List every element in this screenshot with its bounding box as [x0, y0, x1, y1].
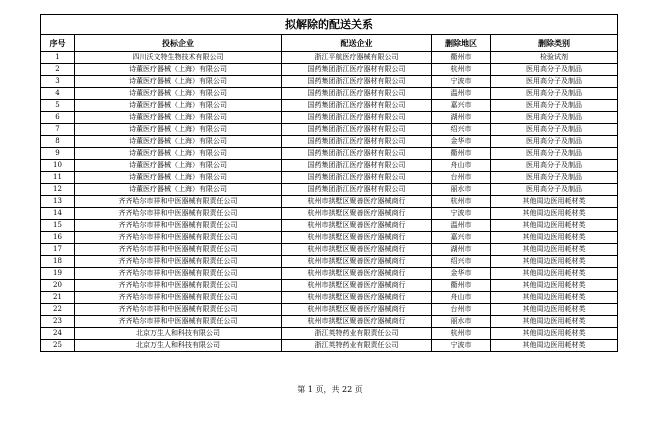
cell-bidder: 齐齐哈尔市祥和中医器械有限责任公司 [75, 292, 282, 304]
table-row [41, 100, 618, 112]
cell-region: 温州市 [432, 220, 491, 232]
cell-bidder: 诗董医疗器械（上海）有限公司 [75, 64, 282, 76]
cell-index: 20 [41, 280, 75, 292]
table-row [41, 340, 618, 352]
header-row [41, 35, 618, 52]
cell-bidder: 齐齐哈尔市祥和中医器械有限责任公司 [75, 232, 282, 244]
cell-category: 医用高分子及制品 [491, 112, 618, 124]
table-row [41, 304, 618, 316]
cell-index: 11 [41, 172, 75, 184]
cell-category: 其他周边医用耗材类 [491, 244, 618, 256]
cell-bidder: 诗董医疗器械（上海）有限公司 [75, 160, 282, 172]
cell-distributor: 国药集团浙江医疗器材有限公司 [282, 148, 432, 160]
cell-index: 21 [41, 292, 75, 304]
delivery-table [40, 14, 618, 352]
cell-bidder: 诗董医疗器械（上海）有限公司 [75, 100, 282, 112]
table-row [41, 88, 618, 100]
cell-region: 台州市 [432, 172, 491, 184]
table-row [41, 268, 618, 280]
table-row [41, 172, 618, 184]
cell-region: 衢州市 [432, 148, 491, 160]
cell-category: 医用高分子及制品 [491, 100, 618, 112]
cell-bidder: 齐齐哈尔市祥和中医器械有限责任公司 [75, 304, 282, 316]
cell-bidder: 诗董医疗器械（上海）有限公司 [75, 88, 282, 100]
cell-region: 金华市 [432, 268, 491, 280]
table-row [41, 112, 618, 124]
table-row [41, 52, 618, 64]
cell-category: 医用高分子及制品 [491, 184, 618, 196]
cell-region: 湖州市 [432, 112, 491, 124]
cell-category: 其他周边医用耗材类 [491, 268, 618, 280]
col-header-bidder: 投标企业 [75, 35, 282, 52]
cell-index: 2 [41, 64, 75, 76]
cell-category: 检验试剂 [491, 52, 618, 64]
cell-index: 5 [41, 100, 75, 112]
cell-index: 3 [41, 76, 75, 88]
cell-index: 4 [41, 88, 75, 100]
cell-bidder: 诗董医疗器械（上海）有限公司 [75, 172, 282, 184]
table-row [41, 316, 618, 328]
cell-region: 嘉兴市 [432, 100, 491, 112]
cell-category: 医用高分子及制品 [491, 136, 618, 148]
cell-bidder: 齐齐哈尔市祥和中医器械有限责任公司 [75, 280, 282, 292]
table-row [41, 244, 618, 256]
cell-region: 温州市 [432, 88, 491, 100]
cell-index: 25 [41, 340, 75, 352]
col-header-index: 序号 [41, 35, 75, 52]
cell-distributor: 国药集团浙江医疗器材有限公司 [282, 64, 432, 76]
table-row [41, 124, 618, 136]
cell-region: 绍兴市 [432, 124, 491, 136]
cell-region: 丽水市 [432, 316, 491, 328]
cell-index: 18 [41, 256, 75, 268]
cell-region: 舟山市 [432, 292, 491, 304]
cell-distributor: 国药集团浙江医疗器材有限公司 [282, 124, 432, 136]
cell-region: 杭州市 [432, 196, 491, 208]
cell-bidder: 齐齐哈尔市祥和中医器械有限责任公司 [75, 256, 282, 268]
cell-category: 其他周边医用耗材类 [491, 208, 618, 220]
cell-category: 其他周边医用耗材类 [491, 316, 618, 328]
table-row [41, 160, 618, 172]
cell-distributor: 杭州市拱墅区聚善医疗器械商行 [282, 208, 432, 220]
cell-bidder: 四川沃文特生物技术有限公司 [75, 52, 282, 64]
cell-distributor: 国药集团浙江医疗器材有限公司 [282, 136, 432, 148]
cell-region: 湖州市 [432, 244, 491, 256]
cell-distributor: 杭州市拱墅区聚善医疗器械商行 [282, 220, 432, 232]
cell-category: 医用高分子及制品 [491, 64, 618, 76]
table-row [41, 280, 618, 292]
table-row [41, 136, 618, 148]
cell-distributor: 国药集团浙江医疗器材有限公司 [282, 172, 432, 184]
cell-region: 宁波市 [432, 76, 491, 88]
cell-region: 宁波市 [432, 340, 491, 352]
cell-index: 9 [41, 148, 75, 160]
cell-region: 杭州市 [432, 328, 491, 340]
cell-index: 24 [41, 328, 75, 340]
table-row [41, 184, 618, 196]
cell-category: 医用高分子及制品 [491, 160, 618, 172]
table-row [41, 232, 618, 244]
cell-category: 其他周边医用耗材类 [491, 196, 618, 208]
cell-bidder: 齐齐哈尔市祥和中医器械有限责任公司 [75, 220, 282, 232]
cell-index: 13 [41, 196, 75, 208]
cell-bidder: 齐齐哈尔市祥和中医器械有限责任公司 [75, 244, 282, 256]
cell-category: 其他周边医用耗材类 [491, 328, 618, 340]
cell-index: 15 [41, 220, 75, 232]
cell-index: 7 [41, 124, 75, 136]
cell-region: 杭州市 [432, 64, 491, 76]
cell-bidder: 北京万生人和科技有限公司 [75, 328, 282, 340]
cell-index: 1 [41, 52, 75, 64]
cell-category: 医用高分子及制品 [491, 76, 618, 88]
cell-region: 宁波市 [432, 208, 491, 220]
cell-bidder: 北京万生人和科技有限公司 [75, 340, 282, 352]
cell-category: 其他周边医用耗材类 [491, 220, 618, 232]
table-row [41, 196, 618, 208]
cell-distributor: 杭州市拱墅区聚善医疗器械商行 [282, 304, 432, 316]
cell-bidder: 齐齐哈尔市祥和中医器械有限责任公司 [75, 268, 282, 280]
cell-category: 其他周边医用耗材类 [491, 304, 618, 316]
cell-distributor: 国药集团浙江医疗器材有限公司 [282, 76, 432, 88]
cell-category: 其他周边医用耗材类 [491, 280, 618, 292]
table-row [41, 256, 618, 268]
cell-region: 金华市 [432, 136, 491, 148]
col-header-distributor: 配送企业 [282, 35, 432, 52]
cell-index: 6 [41, 112, 75, 124]
cell-distributor: 杭州市拱墅区聚善医疗器械商行 [282, 316, 432, 328]
cell-distributor: 国药集团浙江医疗器材有限公司 [282, 112, 432, 124]
cell-bidder: 诗董医疗器械（上海）有限公司 [75, 76, 282, 88]
page-footer: 第 1 页，共 22 页 [297, 385, 363, 394]
cell-distributor: 浙江英特药业有限责任公司 [282, 340, 432, 352]
cell-distributor: 杭州市拱墅区聚善医疗器械商行 [282, 244, 432, 256]
cell-index: 16 [41, 232, 75, 244]
cell-bidder: 诗董医疗器械（上海）有限公司 [75, 136, 282, 148]
cell-region: 衢州市 [432, 52, 491, 64]
cell-index: 23 [41, 316, 75, 328]
cell-category: 其他周边医用耗材类 [491, 340, 618, 352]
cell-distributor: 杭州市拱墅区聚善医疗器械商行 [282, 256, 432, 268]
cell-bidder: 诗董医疗器械（上海）有限公司 [75, 148, 282, 160]
cell-region: 衢州市 [432, 280, 491, 292]
cell-distributor: 杭州市拱墅区聚善医疗器械商行 [282, 292, 432, 304]
cell-index: 19 [41, 268, 75, 280]
cell-category: 医用高分子及制品 [491, 88, 618, 100]
cell-distributor: 杭州市拱墅区聚善医疗器械商行 [282, 280, 432, 292]
table-title: 拟解除的配送关系 [41, 15, 618, 35]
cell-index: 8 [41, 136, 75, 148]
cell-index: 12 [41, 184, 75, 196]
cell-region: 丽水市 [432, 184, 491, 196]
col-header-category: 删除类别 [491, 35, 618, 52]
cell-region: 舟山市 [432, 160, 491, 172]
table-row [41, 328, 618, 340]
cell-index: 14 [41, 208, 75, 220]
cell-index: 10 [41, 160, 75, 172]
cell-index: 22 [41, 304, 75, 316]
cell-bidder: 齐齐哈尔市祥和中医器械有限责任公司 [75, 196, 282, 208]
table-row [41, 76, 618, 88]
cell-bidder: 诗董医疗器械（上海）有限公司 [75, 124, 282, 136]
table-row [41, 148, 618, 160]
cell-category: 其他周边医用耗材类 [491, 256, 618, 268]
cell-category: 其他周边医用耗材类 [491, 232, 618, 244]
cell-distributor: 浙江英特药业有限责任公司 [282, 328, 432, 340]
cell-category: 医用高分子及制品 [491, 148, 618, 160]
cell-category: 其他周边医用耗材类 [491, 292, 618, 304]
cell-distributor: 国药集团浙江医疗器材有限公司 [282, 88, 432, 100]
table-row [41, 208, 618, 220]
cell-bidder: 诗董医疗器械（上海）有限公司 [75, 184, 282, 196]
cell-category: 医用高分子及制品 [491, 124, 618, 136]
cell-region: 嘉兴市 [432, 232, 491, 244]
cell-distributor: 杭州市拱墅区聚善医疗器械商行 [282, 232, 432, 244]
cell-distributor: 杭州市拱墅区聚善医疗器械商行 [282, 196, 432, 208]
cell-distributor: 国药集团浙江医疗器材有限公司 [282, 184, 432, 196]
cell-region: 绍兴市 [432, 256, 491, 268]
table-row [41, 220, 618, 232]
cell-bidder: 齐齐哈尔市祥和中医器械有限责任公司 [75, 316, 282, 328]
table-row [41, 292, 618, 304]
cell-distributor: 国药集团浙江医疗器材有限公司 [282, 100, 432, 112]
document-sheet [40, 14, 617, 352]
cell-index: 17 [41, 244, 75, 256]
cell-distributor: 浙江平航医疗器械有限公司 [282, 52, 432, 64]
cell-distributor: 杭州市拱墅区聚善医疗器械商行 [282, 268, 432, 280]
col-header-region: 删除地区 [432, 35, 491, 52]
cell-category: 医用高分子及制品 [491, 172, 618, 184]
cell-region: 台州市 [432, 304, 491, 316]
table-row [41, 64, 618, 76]
cell-distributor: 国药集团浙江医疗器材有限公司 [282, 160, 432, 172]
cell-bidder: 齐齐哈尔市祥和中医器械有限责任公司 [75, 208, 282, 220]
cell-bidder: 诗董医疗器械（上海）有限公司 [75, 112, 282, 124]
